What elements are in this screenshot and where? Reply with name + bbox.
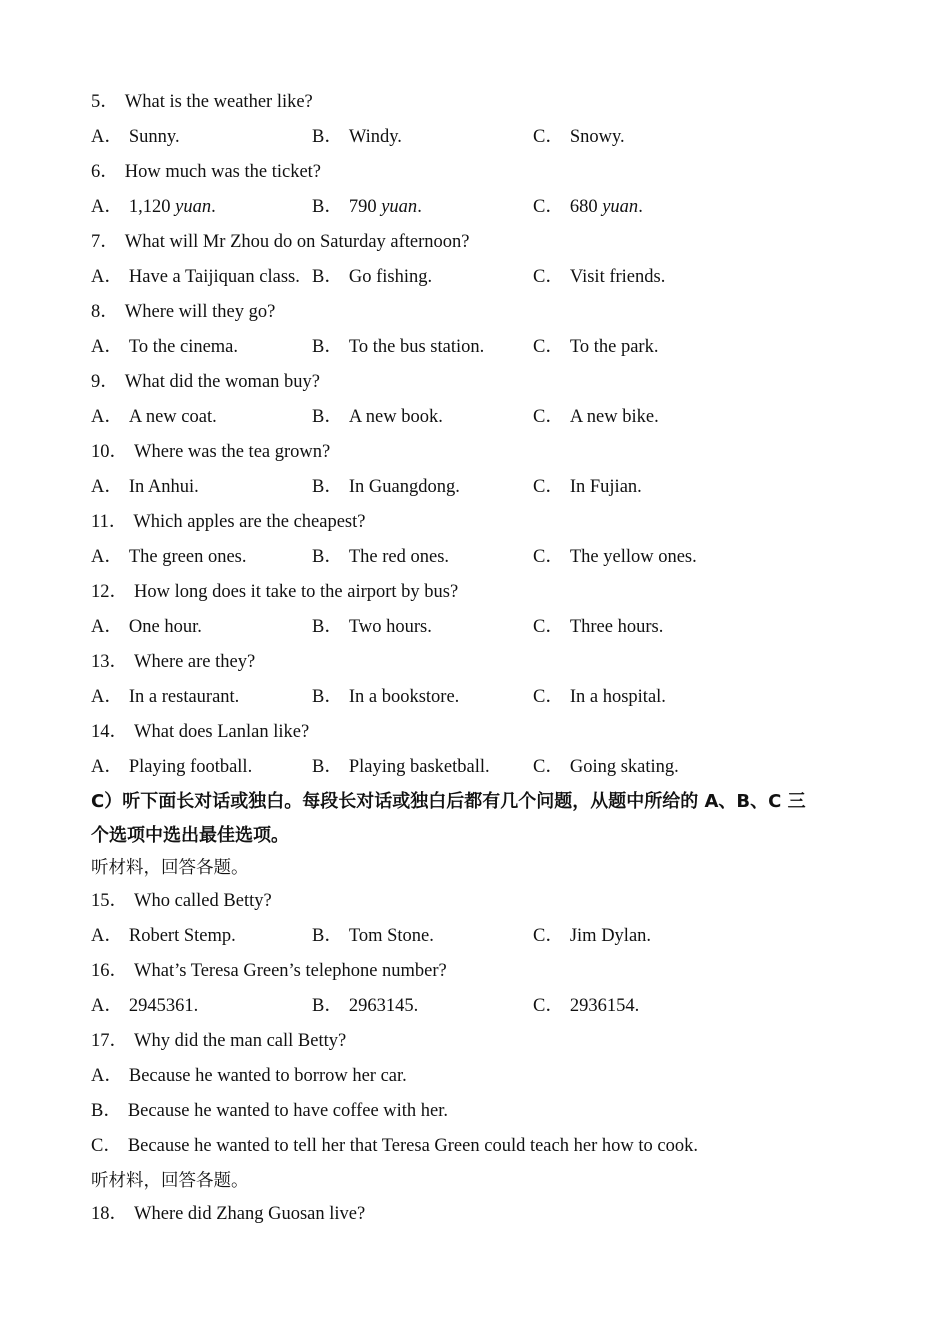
question-number: 18． xyxy=(91,1204,129,1224)
section-c-line-1: C）听下面长对话或独白。每段长对话或独白后都有几个问题，从题中所给的 A、B、C 三 xyxy=(91,791,806,812)
question-16 xyxy=(91,954,447,989)
option-b[interactable]: B． Go fishing. xyxy=(312,267,433,287)
option-b[interactable]: B． Tom Stone. xyxy=(312,926,434,946)
option-c[interactable]: C． To the park. xyxy=(533,337,659,357)
option-b[interactable]: B． A new book. xyxy=(312,407,443,427)
question-18 xyxy=(91,1197,365,1232)
option-b[interactable]: B． The red ones. xyxy=(312,547,450,567)
option-c[interactable]: C． Visit friends. xyxy=(533,267,666,287)
question-number: 8． xyxy=(91,302,119,322)
option-b[interactable]: B． 2963145. xyxy=(312,996,419,1016)
option-b[interactable]: B． 790 yuan. xyxy=(312,197,422,217)
question-number: 14． xyxy=(91,722,129,742)
question-14 xyxy=(91,715,309,750)
option-b[interactable]: B． In a bookstore. xyxy=(312,687,460,707)
option-b[interactable]: B． Because he wanted to have coffee with her. xyxy=(91,1101,449,1121)
option-a[interactable]: A． In Anhui. xyxy=(91,477,199,497)
question-text: What is the weather like? xyxy=(124,92,313,112)
question-7 xyxy=(91,225,470,260)
question-number: 10． xyxy=(91,442,129,462)
option-a[interactable]: A． 1,120 yuan. xyxy=(91,197,216,217)
option-b[interactable]: B． Two hours. xyxy=(312,617,432,637)
option-b[interactable]: B． In Guangdong. xyxy=(312,477,460,497)
question-8 xyxy=(91,295,275,330)
question-text: Where did Zhang Guosan live? xyxy=(134,1204,366,1224)
option-a[interactable]: A． Have a Taijiquan class. xyxy=(91,267,300,287)
option-a[interactable]: A． Robert Stemp. xyxy=(91,926,236,946)
option-a[interactable]: A． Playing football. xyxy=(91,757,253,777)
question-text: Which apples are the cheapest? xyxy=(133,512,366,532)
question-text: How much was the ticket? xyxy=(124,162,322,182)
option-a[interactable]: A． 2945361. xyxy=(91,996,199,1016)
option-c[interactable]: C． Going skating. xyxy=(533,757,679,777)
question-12 xyxy=(91,575,458,610)
option-c[interactable]: C． In Fujian. xyxy=(533,477,642,497)
question-number: 9． xyxy=(91,372,119,392)
question-text: What’s Teresa Green’s telephone number? xyxy=(134,961,447,981)
question-17 xyxy=(91,1024,346,1059)
question-text: Who called Betty? xyxy=(134,891,272,911)
option-a[interactable]: A． The green ones. xyxy=(91,547,247,567)
option-a[interactable]: A． Sunny. xyxy=(91,127,180,147)
question-number: 12． xyxy=(91,582,129,602)
question-15 xyxy=(91,884,272,919)
option-a[interactable]: A． To the cinema. xyxy=(91,337,239,357)
option-c[interactable]: C． Snowy. xyxy=(533,127,625,147)
question-text: Why did the man call Betty? xyxy=(134,1031,347,1051)
question-number: 11． xyxy=(91,512,128,532)
question-number: 5． xyxy=(91,92,119,112)
option-b[interactable]: B． To the bus station. xyxy=(312,337,485,357)
listening-note: 听材料，回答各题。 xyxy=(91,1171,249,1191)
option-a[interactable]: A． A new coat. xyxy=(91,407,217,427)
option-a[interactable]: A． Because he wanted to borrow her car. xyxy=(91,1066,407,1086)
question-number: 15． xyxy=(91,891,129,911)
question-text: Where are they? xyxy=(134,652,256,672)
question-number: 16． xyxy=(91,961,129,981)
option-a[interactable]: A． One hour. xyxy=(91,617,202,637)
section-c-heading xyxy=(91,785,856,853)
listening-note: 听材料，回答各题。 xyxy=(91,858,249,878)
question-11 xyxy=(91,505,365,540)
option-c[interactable]: C． Because he wanted to tell her that Teresa Green could teach her how to cook. xyxy=(91,1136,698,1156)
question-6 xyxy=(91,155,321,190)
option-c[interactable]: C． In a hospital. xyxy=(533,687,666,707)
question-9 xyxy=(91,365,320,400)
option-b[interactable]: B． Playing basketball. xyxy=(312,757,490,777)
option-c[interactable]: C． 2936154. xyxy=(533,996,640,1016)
section-c-line-2: 个选项中选出最佳选项。 xyxy=(91,825,289,846)
question-text: What does Lanlan like? xyxy=(134,722,310,742)
question-text: Where was the tea grown? xyxy=(134,442,331,462)
question-number: 7． xyxy=(91,232,119,252)
option-b[interactable]: B． Windy. xyxy=(312,127,402,147)
option-a[interactable]: A． In a restaurant. xyxy=(91,687,240,707)
option-c[interactable]: C． Three hours. xyxy=(533,617,664,637)
question-10 xyxy=(91,435,330,470)
question-text: Where will they go? xyxy=(124,302,276,322)
question-number: 17． xyxy=(91,1031,129,1051)
question-5 xyxy=(91,85,313,120)
option-c[interactable]: C． 680 yuan. xyxy=(533,197,643,217)
question-number: 13． xyxy=(91,652,129,672)
option-c[interactable]: C． The yellow ones. xyxy=(533,547,697,567)
question-13 xyxy=(91,645,255,680)
question-text: What did the woman buy? xyxy=(124,372,320,392)
option-c[interactable]: C． Jim Dylan. xyxy=(533,926,652,946)
question-text: How long does it take to the airport by bus? xyxy=(134,582,459,602)
question-text: What will Mr Zhou do on Saturday afternoon? xyxy=(124,232,470,252)
option-c[interactable]: C． A new bike. xyxy=(533,407,659,427)
question-number: 6． xyxy=(91,162,119,182)
